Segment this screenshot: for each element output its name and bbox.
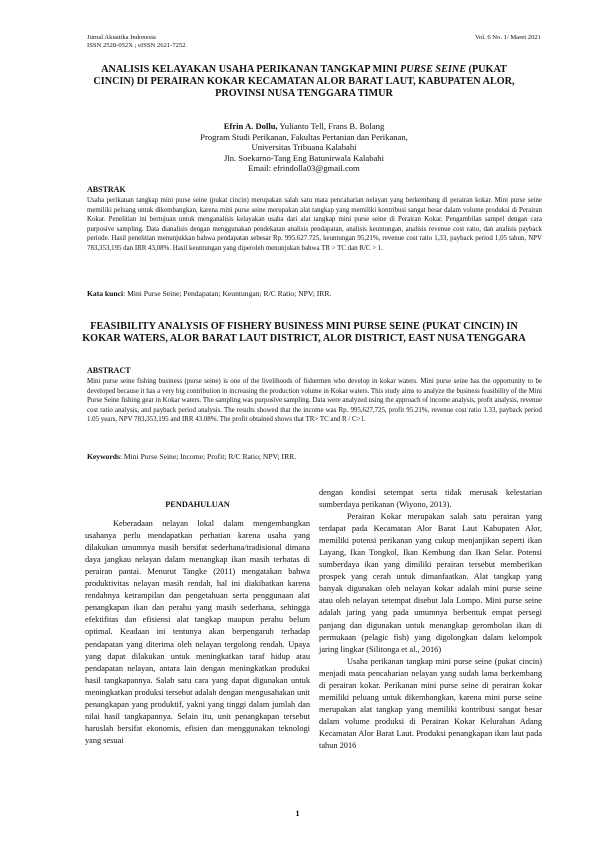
body-column-right <box>319 487 542 752</box>
paragraph: Perairan Kokar merupakan salah satu perairan yang terdapat pada Kecamatan Alor Barat Laut Kabupaten Alor, memiliki potensi perikanan yang cukup menjanjikan seperti ikan Layang, Ikan Tongkol, Ikan Kembung dan Ikan Selar. Potensi sumberdaya ikan yang dimiliki perairan tersebut memberikan prospek yang cerah untuk dimanfaatkan. Alat tangkap yang banyak digunakan oleh nelayan kokar adalah mini purse seine atau oleh nelayan setempat disebut Jala Lompo. Mini purse seine adalah jaring yang pada umumnya berbentuk empat persegi panjang dan digunakan untuk menangkap gerombolan ikan di permukaan (pelagic fish) yang digolongkan dalam kelompok jaring lingkar (Silitonga et al., 2016) <box>319 512 542 654</box>
abstrak-heading: ABSTRAK <box>87 185 126 194</box>
author-names: Efrin A. Dollu, Yulianto Tell, Frans B. Bolang <box>223 121 385 131</box>
paper-title-id: ANALISIS KELAYAKAN USAHA PERIKANAN TANGKAP MINI PURSE SEINE (PUKAT CINCIN) DI PERAIRAN KOKAR KECAMATAN ALOR BARAT LAUT, KABUPATEN ALOR, PROVINSI NUSA TENGGARA TIMUR <box>93 64 515 100</box>
author-email[interactable]: Email: efrindolla03@gmail.com <box>248 163 360 174</box>
abstract-text: Mini purse seine fishing business (purse seine) is one of the livelihoods of fishermen who develop in kokar waters. Mini purse seine has the opportunity to be developed because it has a very big contribution in increasing the production volume in Kokar waters. This study aims to analyze the business feasibility of the Mini Purse Seine fishing gear in Kokar waters. The sampling was purposive sampling. Data were analyzed using the approach of income analysis, profit analysis, revenue cost ratio analysis, and payback period analysis. The results showed that the income was Rp. 995,627,725, profit 95.21%, revenue cost ratio 1.33, payback period 1.05 years, NPV 783,353,195 and IRR 43.08%. The profit obtained shows that TR> TC and R / C>1. <box>87 378 542 424</box>
journal-volume: Vol. 6 No. 1/ Maret 2021 <box>475 34 541 41</box>
journal-header-left <box>87 34 186 51</box>
journal-name: Jurnal Akuatika Indonesia <box>87 34 156 41</box>
paragraph: Keberadaan nelayan lokal dalam mengembangkan usahanya perlu mendapatkan perhatian karena usaha yang dilakukan umumnya masih bersifat sederhana/tradisional dimana daya jangkau nelayan dalam menangkap ikan masih terbatas di perairan pantai. Menurut Tangke (2011) mengatakan bahwa produktivitas nelayan masih rendah, hal ini diakibatkan karena rendahnya ketrampilan dan pengetahuan serta penggunaan alat penangkapan ikan dan perahu yang masih sederhana, sehingga efektifitas dan efisiensi alat tangkap maupun perahu belum optimal. Keadaan ini tentunya akan berpengaruh terhadap pendapatan yang diterima oleh nelayan tergolong rendah. Upaya yang dapat dilakukan untuk meningkatkan taraf hidup atau pendapatan nelayan, antara lain dengan meningkatkan produksi hasil tangkapannya. Salah satu cara yang dapat digunakan untuk meningkatkan produksi tersebut adalah dengan mengusahakan unit penangkapan yang produktif, yakni yang tinggi dalam jumlah dan nilai hasil tangkapannya. Selain itu, unit penangkapan tersebut haruslah bersifat ekonomis, efisien dan menggunakan teknologi yang sesuai <box>85 519 310 745</box>
keywords: Keywords: Mini Purse Seine; Income; Profit; R/C Ratio; NPV; IRR. <box>87 452 297 461</box>
author-address: Jln. Soekarno-Tang Eng Batunirwala Kalabahi <box>223 152 384 163</box>
author-university: Universitas Tribuana Kalabahi <box>251 142 357 153</box>
author-program: Program Studi Perikanan, Fakultas Pertanian dan Perikanan, <box>200 131 408 142</box>
abstrak-text: Usaha perikanan tangkap mini purse seine (pukat cincin) merupakan salah satu mata pencaharian nelayan yang berkembang di perairan kokar. Mini purse seine memiliki peluang untuk dikembangkan, karena mini purse seine merupakan alat tangkap yang memiliki kontribusi sangat besar dalam volume produksi di Perairan Kokar. Penelitian ini bertujuan untuk menganalisis kelayakan usaha dari alat tangkap mini purse seine di Perairan Kokar. Pengambilan sampel dengan cara purposive sampling. Data dianalisis dengan menggunakan pendekatan analisis pendapatan, analisis keuntungan, analisis revenue cost ratio, dan analisis payback periode. Hasil penelitian menunjukkan bahwa pendapatan sebesar Rp. 995.627.725, keuntungan 95,21%, revenue cost ratio 1,33, payback period 1,05 tahun, NPV 783,353,195 dan IRR 43,08%. Hasil keuntungan yang diperoleh menunjukan bahwa TR > TC dan R/C > 1. <box>87 197 542 252</box>
body-column-left <box>85 487 310 747</box>
paragraph: dengan kondisi setempat serta tidak merusak kelestarian sumberdaya perikanan (Wiyono, 2013). <box>319 488 542 510</box>
paper-title-en: FEASIBILITY ANALYSIS OF FISHERY BUSINESS MINI PURSE SEINE (PUKAT CINCIN) IN KOKAR WATERS, ALOR BARAT LAUT DISTRICT, ALOR DISTRICT, EAST NUSA TENGGARA <box>82 321 526 345</box>
page-number: 1 <box>295 808 300 818</box>
paragraph: Usaha perikanan tangkap mini purse seine (pukat cincin) menjadi mata pencaharian nelayan yang sudah lama berkembang di perairan kokar. Perikanan mini purse seine di perairan kokar memiliki peluang untuk dikembangkan, karena mini purse seine merupakan alat tangkap yang memiliki kontribusi sangat besar dalam volume produksi di Perairan Kokar Kelurahan Adang Kecamatan Alor Barat Laut. Produksi penangkapan ikan laut pada tahun 2016 <box>319 656 542 750</box>
journal-issn: ISSN 2528-052X ; eISSN 2621-7252 <box>87 42 186 50</box>
title-italic: PURSE SEINE <box>400 64 466 75</box>
kata-kunci: Kata kunci: Mini Purse Seine; Pendapatan; Keuntungan; R/C Ratio; NPV; IRR. <box>87 289 332 298</box>
author-block <box>80 121 528 174</box>
abstract-heading: ABSTRACT <box>87 366 131 375</box>
section-heading-pendahuluan: PENDAHULUAN <box>165 500 230 509</box>
